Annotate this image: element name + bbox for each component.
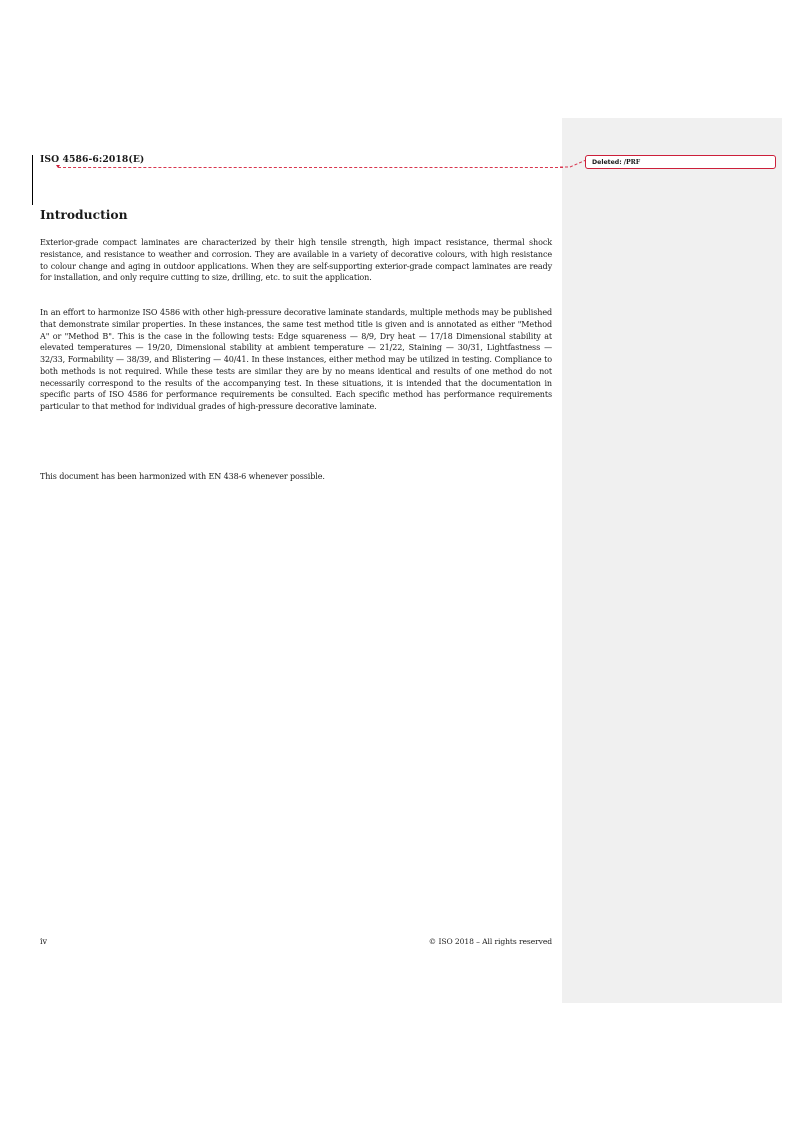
- copyright-notice: © ISO 2018 – All rights reserved: [428, 937, 552, 946]
- intro-paragraph-3: This document has been harmonized with EN 438-6 whenever possible.: [40, 472, 325, 481]
- page-number: iv: [40, 937, 48, 946]
- intro-paragraph-1: Exterior-grade compact laminates are characterized by their high tensile strength, high impact resistance, thermal shock resistance, and resistance to weather and corrosion. They are available in a variety of decorative colours, with high resistance to colour change and aging in outdoor applications. When they are self-supporting exterior-grade compact laminates are ready for installation, and only require cutting to size, drilling, etc. to suit the application.: [40, 238, 552, 283]
- revision-balloon-label: Deleted:: [592, 159, 622, 166]
- revision-balloon-deleted[interactable]: [585, 155, 776, 169]
- change-bar: [32, 155, 33, 205]
- comment-pane: [562, 118, 782, 1003]
- section-title: Introduction: [40, 207, 128, 222]
- intro-paragraph-2: In an effort to harmonize ISO 4586 with other high-pressure decorative laminate standards, multiple methods may be published that demonstrate similar properties. In these instances, the same test method title is given and is annotated as either "Method A" or "Method B". This is the case in the following tests: Edge squareness — 8/9, Dry heat — 17/18 Dimensional stability at elevated temperatures — 19/20, Dimensional stability at ambient temperature — 21/22, Staining — 30/31, Lightfastness — 32/33, Formability — 38/39, and Blistering — 40/41. In these instances, either method may be utilized in testing. Compliance to both methods is not required. While these tests are similar they are by no means identical and results of one method do not necessarily correspond to the results of the accompanying test. In these situations, it is intended that the documentation in specific parts of ISO 4586 for performance requirements be consulted. Each specific method has performance requirements particular to that method for individual grades of high-pressure decorative laminate.: [40, 308, 552, 411]
- revision-leader-line: [58, 167, 563, 168]
- revision-connector-line: [560, 158, 588, 170]
- document-header-id: ISO 4586-6:2018(E): [40, 154, 145, 165]
- revision-balloon-value: /PRF: [623, 159, 641, 166]
